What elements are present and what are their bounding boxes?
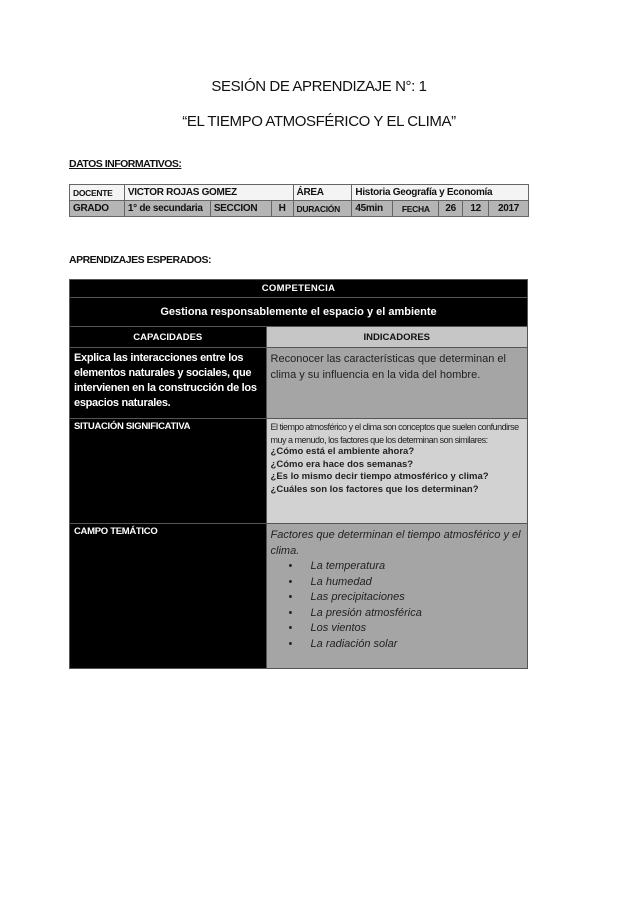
capacidad-cell: Explica las interacciones entre los elementos naturales y sociales, que intervienen en la construcción de los espacios naturales.	[70, 348, 267, 419]
seccion-label: SECCION	[210, 201, 271, 217]
indicadores-header: INDICADORES	[266, 327, 527, 348]
situacion-question: ¿Cómo era hace dos semanas?	[270, 458, 414, 470]
situacion-question: ¿Cómo está el ambiente ahora?	[270, 446, 415, 457]
bullet-icon: •	[288, 606, 293, 619]
info-table	[69, 184, 529, 217]
campo-list	[271, 559, 523, 652]
situacion-label: SITUACIÓN SIGNIFICATIVA	[70, 419, 267, 524]
list-item: • La humedad	[311, 575, 523, 591]
bullet-icon: •	[288, 637, 293, 650]
situacion-cell	[266, 419, 527, 524]
datos-heading: DATOS INFORMATIVOS:	[69, 158, 182, 170]
situacion-text: El tiempo atmosférico y el clima son conceptos que suelen confundirse muy a menudo, los factores que los determinan son similares:	[270, 422, 519, 445]
bullet-icon: •	[288, 575, 293, 588]
list-item: • Las precipitaciones	[311, 590, 523, 606]
fecha-year: 2017	[489, 201, 529, 217]
page-subtitle: “EL TIEMPO ATMOSFÉRICO Y EL CLIMA”	[182, 113, 456, 130]
docente-label: DOCENTE	[70, 185, 125, 201]
bullet-icon: •	[288, 560, 293, 572]
duracion-label: DURACIÓN	[293, 201, 352, 217]
page-title: SESIÓN DE APRENDIZAJE N°: 1	[211, 78, 427, 95]
docente-value: VICTOR ROJAS GOMEZ	[124, 185, 293, 201]
list-item: • La presión atmosférica	[311, 606, 523, 622]
campo-label: CAMPO TEMÁTICO	[70, 524, 267, 669]
campo-intro: Factores que determinan el tiempo atmosférico y el clima.	[270, 529, 521, 557]
grado-label: GRADO	[70, 201, 125, 217]
competencia-value: Gestiona responsablemente el espacio y el ambiente	[70, 298, 528, 327]
aprendizajes-heading: APRENDIZAJES ESPERADOS:	[69, 254, 211, 266]
bullet-icon: •	[288, 591, 293, 603]
list-item: • La radiación solar	[311, 637, 523, 653]
duracion-value: 45min	[352, 201, 393, 217]
situacion-question: ¿Es lo mismo decir tiempo atmosférico y clima?	[270, 471, 489, 482]
campo-cell	[266, 524, 527, 669]
area-value: Historia Geografía y Economía	[352, 185, 529, 201]
competencia-header: COMPETENCIA	[70, 280, 528, 298]
seccion-value: H	[271, 201, 293, 217]
aprendizajes-table	[69, 279, 528, 669]
capacidades-header: CAPACIDADES	[70, 327, 267, 348]
fecha-day: 26	[439, 201, 463, 217]
indicador-cell: Reconocer las características que determinan el clima y su influencia en la vida del hombre.	[266, 348, 527, 419]
bullet-icon: •	[288, 622, 293, 634]
fecha-month: 12	[463, 201, 489, 217]
grado-value: 1° de secundaria	[124, 201, 210, 217]
situacion-question: ¿Cuáles son los factores que los determinan?	[270, 483, 479, 495]
fecha-label: FECHA	[393, 201, 439, 217]
list-item: • Los vientos	[311, 621, 523, 637]
list-item: • La temperatura	[311, 559, 523, 575]
area-label: ÁREA	[293, 185, 352, 201]
